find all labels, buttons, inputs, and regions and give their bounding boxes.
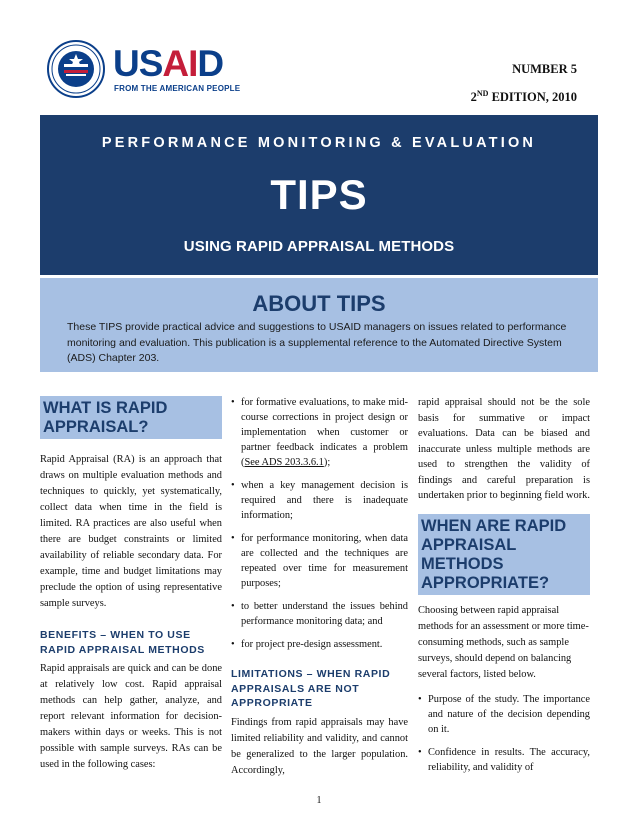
about-box bbox=[40, 278, 598, 372]
limitations-heading: LIMITATIONS – WHEN RAPID APPRAISALS ARE NOT APPROPRIATE bbox=[231, 668, 391, 709]
usaid-seal-icon bbox=[47, 40, 105, 98]
when-appropriate-text: Choosing between rapid appraisal methods for an assessment or more time-consuming methods, such as sample surveys, should depend on balancing several factors, listed below. bbox=[418, 604, 589, 680]
factors-list bbox=[418, 692, 590, 775]
benefits-heading: BENEFITS – WHEN TO USE RAPID APPRAISAL METHODS bbox=[40, 629, 205, 656]
limitations-text: Findings from rapid appraisals may have limited reliability and validity, and cannot be generalized to the larger population. Accordingly, bbox=[231, 716, 408, 776]
list-item: • for formative evaluations, to make mid-course corrections in project design or implementation when customer or partner feedback indicates a problem (See ADS 203.3.6.1); bbox=[231, 395, 408, 470]
issue-number: NUMBER 5 bbox=[512, 62, 577, 76]
usaid-tagline: FROM THE AMERICAN PEOPLE bbox=[114, 84, 241, 93]
page-number: 1 bbox=[316, 795, 322, 806]
ads-reference-link[interactable]: See ADS 203.3.6.1 bbox=[244, 457, 324, 468]
about-title: ABOUT TIPS bbox=[252, 291, 386, 316]
list-item: • Purpose of the study. The importance and nature of the decision depending on it. bbox=[418, 692, 590, 737]
series-title: PERFORMANCE MONITORING & EVALUATION bbox=[101, 135, 537, 151]
title-banner bbox=[40, 115, 598, 275]
column-2 bbox=[231, 395, 408, 779]
page-subtitle: USING RAPID APPRAISAL METHODS bbox=[183, 238, 455, 255]
usaid-logo bbox=[47, 40, 241, 100]
column-1 bbox=[40, 395, 222, 773]
list-item: • Confidence in results. The accuracy, reliability, and validity of bbox=[418, 745, 590, 775]
column-3 bbox=[418, 395, 590, 775]
what-is-heading: WHAT IS RAPID APPRAISAL? bbox=[40, 396, 222, 439]
page-title: TIPS bbox=[270, 171, 368, 218]
list-item: • for performance monitoring, when data are collected and the techniques are repeated over time for measurement purposes; bbox=[231, 531, 408, 591]
list-item: • to better understand the issues behind performance monitoring data; and bbox=[231, 599, 408, 629]
usaid-wordmark: USAID bbox=[113, 43, 224, 84]
list-item: • for project pre-design assessment. bbox=[231, 637, 408, 652]
benefits-text: Rapid appraisals are quick and can be done at relatively low cost. Rapid appraisal methods can help gather, analyze, and report relevant information for decision-makers within days or weeks. This is not possible with sample surveys. RAs can be used in the following cases: bbox=[40, 663, 222, 770]
list-item: • when a key management decision is required and there is inadequate information; bbox=[231, 478, 408, 523]
about-text: These TIPS provide practical advice and suggestions to USAID managers on issues related to performance monitoring and evaluation. This publication is a supplemental reference to the Automated Directive System (ADS) Chapter 203. bbox=[67, 321, 567, 364]
use-cases-list bbox=[231, 395, 408, 652]
limitations-continued-text: rapid appraisal should not be the sole basis for summative or impact evaluations. Data can be biased and inaccurate unless multiple methods are used to strengthen the validity of findings and careful preparation is undertaken prior to beginning field work. bbox=[418, 397, 590, 501]
when-appropriate-heading: WHEN ARE RAPID APPRAISAL METHODS APPROPRIATE? bbox=[418, 514, 590, 595]
edition-label: 2ND EDITION, 2010 bbox=[470, 88, 577, 104]
what-is-text: Rapid Appraisal (RA) is an approach that draws on multiple evaluation methods and techniques to quickly, yet systematically, collect data when time in the field is limited. RA practices are also useful when there are budget constraints or limited availability of reliable secondary data. For example, time and budget limitations may preclude the option of using representative sample surveys. bbox=[40, 454, 222, 609]
